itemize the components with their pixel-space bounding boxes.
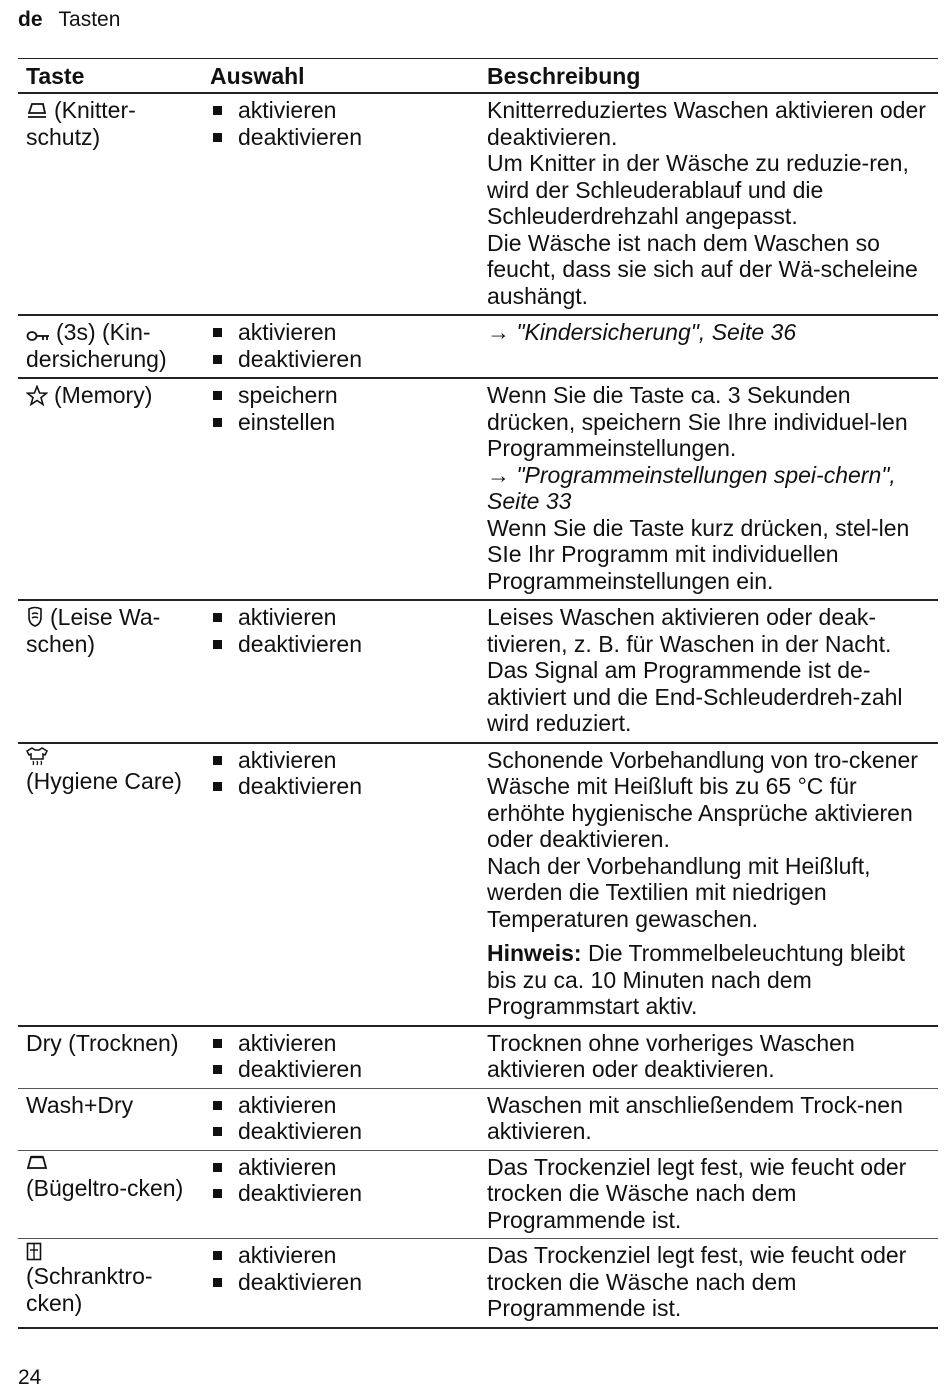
column-header-auswahl: Auswahl: [202, 59, 479, 93]
auswahl-cell: [202, 93, 479, 315]
table-row: [18, 1150, 938, 1239]
table-row: [18, 1026, 938, 1089]
option-item: deaktivieren: [210, 1269, 471, 1296]
description-text: Schonende Vorbehandlung von tro-ckener Wäsche mit Heißluft bis zu 65 °C für erhöhte hygienische Ansprüche aktivieren oder deaktivieren.: [487, 746, 918, 852]
taste-label: (Hygiene Care): [26, 767, 182, 794]
description-cell: [479, 1150, 938, 1239]
description-cell: [479, 93, 938, 315]
taste-cell: [18, 93, 202, 315]
auswahl-cell: [202, 378, 479, 600]
taste-cell: [18, 1239, 202, 1328]
auswahl-cell: [202, 1150, 479, 1239]
table-row: [18, 1088, 938, 1150]
option-item: deaktivieren: [210, 1118, 471, 1145]
option-item: aktivieren: [210, 1154, 471, 1181]
note-label: Hinweis:: [487, 940, 582, 966]
taste-label: (Knitter-schutz): [26, 97, 136, 150]
option-item: deaktivieren: [210, 124, 471, 151]
option-item: aktivieren: [210, 747, 471, 774]
note: [487, 940, 930, 1020]
star-icon: [26, 385, 48, 406]
description-text: Das Trockenziel legt fest, wie feucht oder trocken die Wäsche nach dem Programmende ist.: [487, 1153, 907, 1233]
table-row: [18, 600, 938, 743]
taste-cell: [18, 1088, 202, 1150]
option-item: aktivieren: [210, 319, 471, 346]
auswahl-cell: [202, 315, 479, 378]
option-item: speichern: [210, 382, 471, 409]
description-cell: [479, 1239, 938, 1328]
description-text: Nach der Vorbehandlung mit Heißluft, werden die Textilien mit niedrigen Temperaturen gewaschen.: [487, 852, 871, 932]
description-text: Wenn Sie die Taste kurz drücken, stel-len SIe Ihr Programm mit individuellen Programmeinstellungen ein.: [487, 514, 910, 594]
option-item: deaktivieren: [210, 346, 471, 373]
page-header: [18, 8, 120, 32]
option-item: deaktivieren: [210, 1180, 471, 1207]
taste-label: Dry (Trocknen): [26, 1029, 179, 1056]
option-item: aktivieren: [210, 1030, 471, 1057]
taste-cell: [18, 600, 202, 743]
column-header-beschreibung: Beschreibung: [479, 59, 938, 93]
description-cell: [479, 1026, 938, 1089]
option-item: aktivieren: [210, 1242, 471, 1269]
description-cell: [479, 378, 938, 600]
option-item: deaktivieren: [210, 1056, 471, 1083]
page-number: 24: [18, 1366, 42, 1389]
table-row: [18, 743, 938, 1026]
table-row: [18, 315, 938, 378]
auswahl-cell: [202, 1239, 479, 1328]
option-item: deaktivieren: [210, 631, 471, 658]
taste-cell: [18, 1026, 202, 1089]
iron-dry-icon: [26, 1154, 188, 1174]
hygiene-care-icon: [26, 747, 188, 767]
description-text: Das Trockenziel legt fest, wie feucht oder trocken die Wäsche nach dem Programmende ist.: [487, 1242, 907, 1321]
taste-cell: [18, 1150, 202, 1239]
option-item: deaktivieren: [210, 773, 471, 800]
knitterschutz-icon: [26, 101, 48, 121]
cross-reference: → "Programmeinstellungen spei-chern", Seite 33: [487, 461, 896, 514]
description-cell: [479, 315, 938, 378]
key-icon: [26, 329, 50, 343]
button-table: [18, 59, 938, 1329]
quiet-wash-icon: [26, 606, 44, 628]
description-text: Wenn Sie die Taste ca. 3 Sekunden drücken, speichern Sie Ihre individuel-len Programmeinstellungen.: [487, 382, 908, 461]
taste-label: (Schranktro-cken): [26, 1263, 153, 1316]
table-row: [18, 378, 938, 600]
option-item: aktivieren: [210, 604, 471, 631]
description-text: Das Signal am Programmende ist de-aktiviert und die End-Schleuderdreh-zahl wird reduziert.: [487, 657, 903, 736]
column-header-taste: Taste: [18, 59, 202, 93]
taste-cell: [18, 743, 202, 1026]
description-text: Um Knitter in der Wäsche zu reduzie-ren, wird der Schleuderablauf und die Schleuderdrehzahl angepasst.: [487, 150, 909, 229]
section-title: Tasten: [58, 8, 121, 31]
cupboard-dry-icon: [26, 1242, 188, 1262]
table-row: [18, 93, 938, 315]
table-row: [18, 1239, 938, 1328]
taste-label: (Memory): [54, 382, 153, 408]
auswahl-cell: [202, 1026, 479, 1089]
description-cell: [479, 1088, 938, 1150]
taste-cell: [18, 315, 202, 378]
description-text: Waschen mit anschließendem Trock-nen aktivieren.: [487, 1091, 903, 1144]
auswahl-cell: [202, 600, 479, 743]
taste-label: (3s) (Kin-dersicherung): [26, 319, 167, 372]
description-text: Die Wäsche ist nach dem Waschen so feucht, dass sie sich auf der Wä-scheleine aushängt.: [487, 229, 918, 309]
taste-label: Wash+Dry: [26, 1091, 134, 1118]
option-item: aktivieren: [210, 1092, 471, 1119]
note-text: Die Trommelbeleuchtung bleibt bis zu ca. 10 Minuten nach dem Programmstart aktiv.: [487, 940, 906, 1019]
description-cell: [479, 743, 938, 1026]
auswahl-cell: [202, 1088, 479, 1150]
description-text: Leises Waschen aktivieren oder deak-tivieren, z. B. für Waschen in der Nacht.: [487, 604, 892, 657]
language-code: de: [18, 8, 43, 31]
taste-label: (Bügeltro-cken): [26, 1174, 184, 1201]
auswahl-cell: [202, 743, 479, 1026]
description-text: Knitterreduziertes Waschen aktivieren oder deaktivieren.: [487, 97, 926, 150]
option-item: einstellen: [210, 409, 471, 436]
description-cell: [479, 600, 938, 743]
taste-label: (Leise Wa-schen): [26, 604, 161, 657]
description-text: Trocknen ohne vorheriges Waschen aktivieren oder deaktivieren.: [487, 1029, 855, 1082]
table-header-row: [18, 59, 938, 93]
option-item: aktivieren: [210, 97, 471, 124]
cross-reference: → "Kindersicherung", Seite 36: [487, 319, 797, 345]
taste-cell: [18, 378, 202, 600]
